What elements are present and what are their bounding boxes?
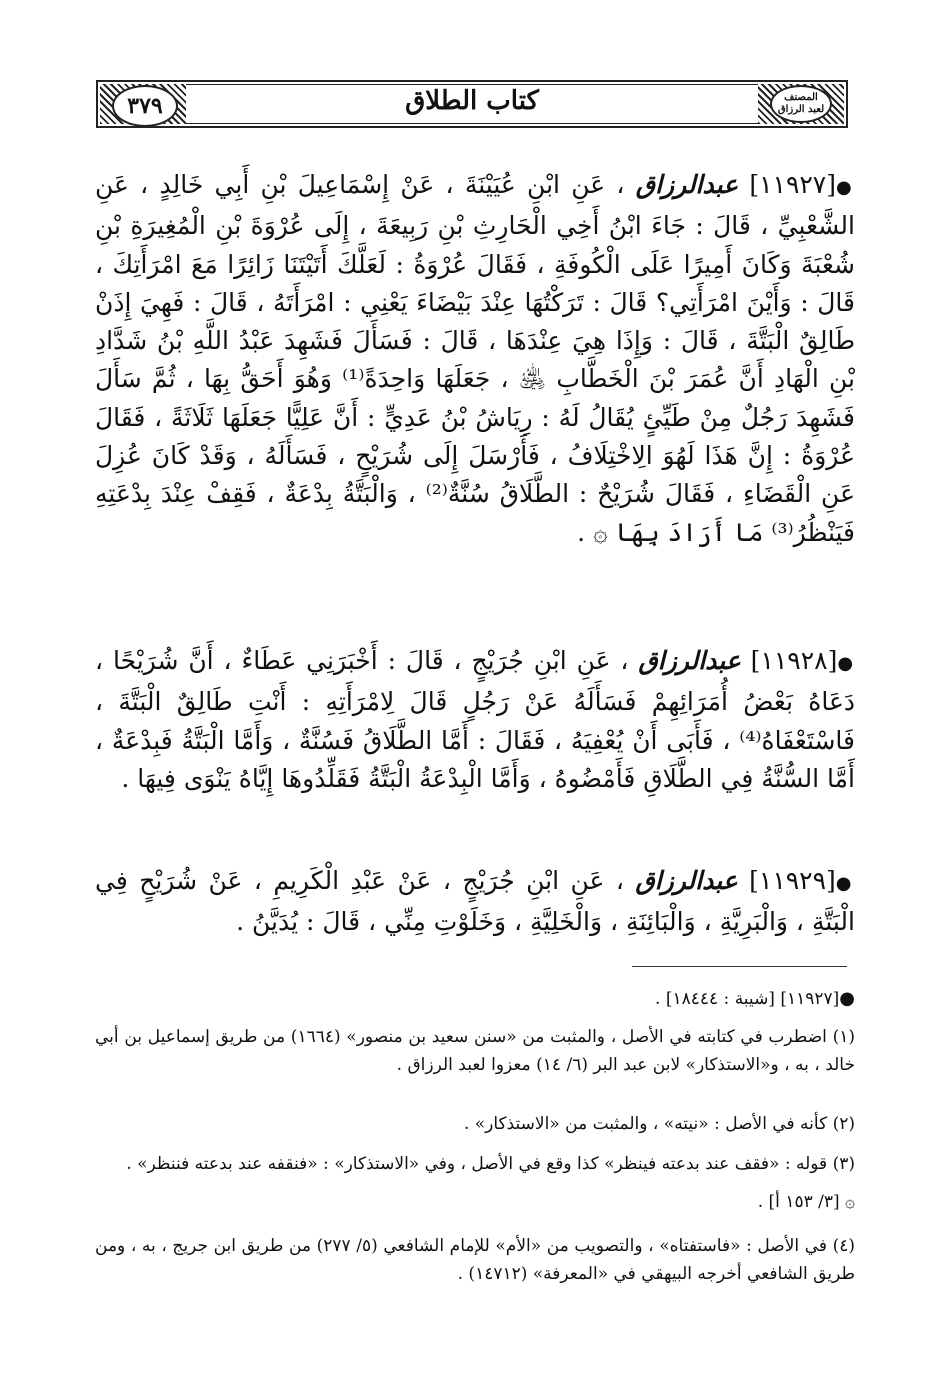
- author-name: عبدالرزاق: [635, 170, 739, 199]
- footnote-3: (٣) قوله : «فقف عند بدعته فينظر» كذا وقع في الأصل ، وفي «الاستذكار» : «فنقفه عند بدعته فننظر» .: [126, 1154, 855, 1174]
- footnote-4: (٤) في الأصل : «فاستفتاه» ، والتصويب من «الأم» للإمام الشافعي (٥/ ٢٧٧) من طريق ابن جريج ، به ، ومن طريق الشافعي أخرجه البيهقي في «المعرفة» (١٤٧١٢) .: [95, 1236, 856, 1284]
- hadith-entry-11929: [95, 862, 855, 942]
- footnote-reference: ●[١١٩٢٧] [شيبة : ١٨٤٤٤] .: [655, 988, 855, 1009]
- entry-number: [١١٩٢٩]: [749, 866, 836, 895]
- chapter-title: كتاب الطلاق: [405, 86, 539, 116]
- bullet-icon: ●: [836, 177, 855, 198]
- book-emblem: المصنف لعبد الرزاق: [770, 85, 832, 123]
- author-name: عبدالرزاق: [635, 866, 738, 895]
- footnote-folio: ۞ [٣/ ١٥٣ أ] .: [757, 1192, 855, 1212]
- bullet-icon: ●: [839, 988, 855, 1009]
- entry-text: ، عَنِ ابْنِ عُيَيْنَةَ ، عَنْ إِسْمَاعِيلَ بْنِ أَبِي خَالِدٍ ، عَنِ الشَّعْبِيِّ ، قَالَ : جَاءَ ابْنُ أَخِي الْحَارِثِ بْنِ رَبِيعَةَ ، إِلَى عُرْوَةَ بْنِ الْمُغِيرَةِ بْنِ شُعْبَةَ وَكَانَ أَمِيرًا عَلَى الْكُوفَةِ ، فَقَالَ عُرْوَةُ : لَعَلَّكَ أَتَيْتَنَا زَائِرًا مَعَ امْرَأَتِكَ ، قَالَ : وَأَيْنَ امْرَأَتِي؟ قَالَ : تَرَكْتُهَا عِنْدَ بَيْضَاءَ يَعْنِي : امْرَأَتَهُ ، قَالَ : فَهِيَ إِذَنْ طَالِقٌ الْبَتَّةَ ، قَالَ : وَإِذَا هِيَ عِنْدَهَا ، قَالَ : فَسَأَلَ فَشَهِدَ عَبْدُ اللَّهِ بْنُ شَدَّادِ بْنِ الْهَادِ أَنَّ عُمَرَ بْنَ الْخَطَّابِ ﵁ ، جَعَلَهَا وَاحِدَةً⁽¹⁾ وَهُوَ أَحَقُّ بِهَا ، ثُمَّ سَأَلَ فَشَهِدَ رَجُلٌ مِنْ طَيِّئٍ يُقَالُ لَهُ : رِيَاشُ بْنُ عَدِيٍّ : أَنَّ عَلِيًّا جَعَلَهَا ثَلَاثَةً ، فَقَالَ عُرْوَةُ : إِنَّ هَذَا لَهُوَ الِاخْتِلَافُ ، فَأَرْسَلَ إِلَى شُرَيْحٍ ، فَسَأَلَهُ ، وَقَدْ كَانَ عُزِلَ عَنِ الْقَضَاءِ ، فَقَالَ شُرَيْحٌ : الطَّلَاقُ سُنَّةٌ⁽²⁾ ، وَالْبَتَّةُ بِدْعَةٌ ، فَقِفْ عِنْدَ بِدْعَتِهِ فَيَنْظُرُ⁽³⁾ مَا أَرَادَ بِهَا ۞ .: [95, 170, 856, 547]
- entry-text: ، عَنِ ابْنِ جُرَيْجٍ ، عَنْ عَبْدِ الْكَرِيمِ ، عَنْ شُرَيْحٍ فِي الْبَتَّةِ ، وَالْبَرِيَّةِ ، وَالْبَائِنَةِ ، وَالْخَلِيَّةِ ، وَخَلَوْتِ مِنِّي ، قَالَ : يُدَيَّنُ .: [95, 866, 855, 937]
- footnote-2: (٢) كأنه في الأصل : «نيته» ، والمثبت من «الاستذكار» .: [463, 1114, 855, 1134]
- bullet-icon: ●: [835, 873, 855, 894]
- footnote-divider: [632, 966, 847, 967]
- hadith-entry-11928: [95, 642, 855, 798]
- bullet-icon: ●: [837, 653, 855, 674]
- entry-number: [١١٩٢٨]: [750, 646, 838, 675]
- entry-text: ، عَنِ ابْنِ جُرَيْجٍ ، قَالَ : أَخْبَرَنِي عَطَاءٌ ، أَنَّ شُرَيْحًا ، دَعَاهُ بَعْضُ أُمَرَائِهِمْ فَسَأَلَهُ عَنْ رَجُلٍ قَالَ لِامْرَأَتِهِ : أَنْتِ طَالِقٌ الْبَتَّةَ ، فَاسْتَعْفَاهُ⁽⁴⁾ ، فَأَبَى أَنْ يُعْفِيَهُ ، فَقَالَ : أَمَّا الطَّلَاقُ فَسُنَّةٌ ، وَأَمَّا الْبَتَّةُ فَبِدْعَةٌ ، أَمَّا السُّنَّةُ فِي الطَّلَاقِ فَأَمْضُوهُ ، وَأَمَّا الْبِدْعَةُ الْبَتَّةُ فَقَلِّدُوهَا إِيَّاهُ يَنْوَى فِيهَا .: [95, 646, 855, 793]
- page-header: [96, 80, 848, 128]
- hadith-entry-11927: [95, 166, 855, 552]
- entry-number: [١١٩٢٧]: [749, 170, 836, 199]
- author-name: عبدالرزاق: [638, 646, 741, 675]
- page-number: ٣٧٩: [112, 85, 178, 127]
- footnote-1: (١) اضطرب في كتابته في الأصل ، والمثبت من «سنن سعيد بن منصور» (١٦٦٤) من طريق إسماعيل بن أبي خالد ، به ، و«الاستذكار» لابن عبد البر (٦/ ١٤) معزوا لعبد الرزاق .: [95, 1027, 856, 1075]
